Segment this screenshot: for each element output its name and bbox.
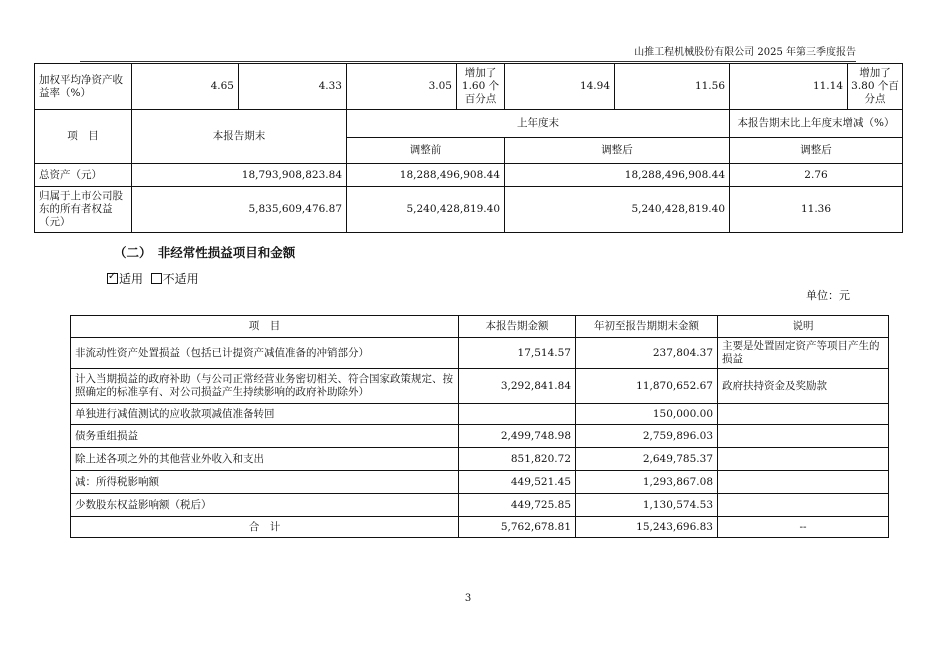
roe-label: 加权平均净资产收益率（%） — [35, 64, 132, 110]
table-row — [35, 164, 903, 187]
cell: 18,793,908,823.84 — [132, 164, 347, 187]
checked-box-icon[interactable] — [107, 273, 118, 284]
item-cell: 少数股东权益影响额（税后） — [71, 494, 459, 517]
applicable-label: 适用 — [119, 272, 144, 286]
total-note: -- — [718, 517, 889, 538]
col-header-before: 调整前 — [347, 138, 505, 164]
period-cell: 3,292,841.84 — [459, 369, 576, 404]
ytd-cell: 1,293,867.08 — [576, 471, 718, 494]
item-cell: 单独进行减值测试的应收款项减值准备转回 — [71, 404, 459, 425]
col-header-last-year-end: 上年度末 — [347, 110, 730, 138]
col-header-change-after: 调整后 — [730, 138, 903, 164]
cell: 3.05 — [347, 64, 457, 110]
table-row — [71, 448, 889, 471]
header-row — [35, 110, 903, 138]
col-header-period: 本报告期金额 — [459, 316, 576, 338]
unchecked-box-icon[interactable] — [151, 273, 162, 284]
non-recurring-items-table — [70, 315, 889, 538]
cell: 14.94 — [505, 64, 615, 110]
table-row — [71, 494, 889, 517]
item-cell: 除上述各项之外的其他营业外收入和支出 — [71, 448, 459, 471]
table-row — [71, 369, 889, 404]
cell: 2.76 — [730, 164, 903, 187]
total-row — [71, 517, 889, 538]
col-header-item: 项 目 — [71, 316, 459, 338]
total-label: 合 计 — [71, 517, 459, 538]
unit-label: 单位：元 — [806, 289, 850, 302]
total-period: 5,762,678.81 — [459, 517, 576, 538]
item-cell: 债务重组损益 — [71, 425, 459, 448]
row-label: 归属于上市公司股东的所有者权益（元） — [35, 187, 132, 233]
key-indicators-table — [34, 63, 903, 233]
roe-row — [35, 64, 903, 110]
cell: 11.56 — [615, 64, 730, 110]
col-header-item: 项 目 — [35, 110, 132, 164]
ytd-cell: 237,804.37 — [576, 338, 718, 369]
item-cell: 计入当期损益的政府补助（与公司正常经营业务密切相关、符合国家政策规定、按照确定的标准享有、对公司损益产生持续影响的政府补助除外） — [71, 369, 459, 404]
cell: 5,835,609,476.87 — [132, 187, 347, 233]
note-cell — [718, 471, 889, 494]
table-row — [71, 404, 889, 425]
cell: 11.36 — [730, 187, 903, 233]
period-cell — [459, 404, 576, 425]
cell: 18,288,496,908.44 — [505, 164, 730, 187]
col-header-after: 调整后 — [505, 138, 730, 164]
ytd-cell: 11,870,652.67 — [576, 369, 718, 404]
cell: 增加了1.60 个百分点 — [457, 64, 505, 110]
table-row — [71, 338, 889, 369]
col-header-change: 本报告期末比上年度末增减（%） — [730, 110, 903, 138]
col-header-current: 本报告期末 — [132, 110, 347, 164]
table-row — [71, 425, 889, 448]
cell: 4.33 — [239, 64, 347, 110]
period-cell: 17,514.57 — [459, 338, 576, 369]
period-cell: 449,521.45 — [459, 471, 576, 494]
note-cell — [718, 448, 889, 471]
note-cell: 政府扶持资金及奖励款 — [718, 369, 889, 404]
report-header: 山推工程机械股份有限公司 2025 年第三季度报告 — [80, 47, 856, 62]
ytd-cell: 2,759,896.03 — [576, 425, 718, 448]
item-cell: 减：所得税影响额 — [71, 471, 459, 494]
cell: 18,288,496,908.44 — [347, 164, 505, 187]
table-row — [71, 471, 889, 494]
not-applicable-label: 不适用 — [162, 272, 199, 286]
ytd-cell: 2,649,785.37 — [576, 448, 718, 471]
ytd-cell: 150,000.00 — [576, 404, 718, 425]
item-cell: 非流动性资产处置损益（包括已计提资产减值准备的冲销部分） — [71, 338, 459, 369]
cell: 5,240,428,819.40 — [505, 187, 730, 233]
col-header-ytd: 年初至报告期期末金额 — [576, 316, 718, 338]
cell: 增加了3.80 个百分点 — [848, 64, 903, 110]
row-label: 总资产（元） — [35, 164, 132, 187]
note-cell — [718, 494, 889, 517]
period-cell: 2,499,748.98 — [459, 425, 576, 448]
note-cell: 主要是处置固定资产等项目产生的损益 — [718, 338, 889, 369]
section-title: （二） 非经常性损益项目和金额 — [114, 245, 296, 260]
period-cell: 449,725.85 — [459, 494, 576, 517]
table-row — [35, 187, 903, 233]
cell: 11.14 — [730, 64, 848, 110]
cell: 4.65 — [132, 64, 239, 110]
header-row — [71, 316, 889, 338]
total-ytd: 15,243,696.83 — [576, 517, 718, 538]
period-cell: 851,820.72 — [459, 448, 576, 471]
page-number: 3 — [464, 593, 472, 604]
note-cell — [718, 425, 889, 448]
ytd-cell: 1,130,574.53 — [576, 494, 718, 517]
applicability-options — [107, 270, 199, 287]
col-header-note: 说明 — [718, 316, 889, 338]
note-cell — [718, 404, 889, 425]
cell: 5,240,428,819.40 — [347, 187, 505, 233]
